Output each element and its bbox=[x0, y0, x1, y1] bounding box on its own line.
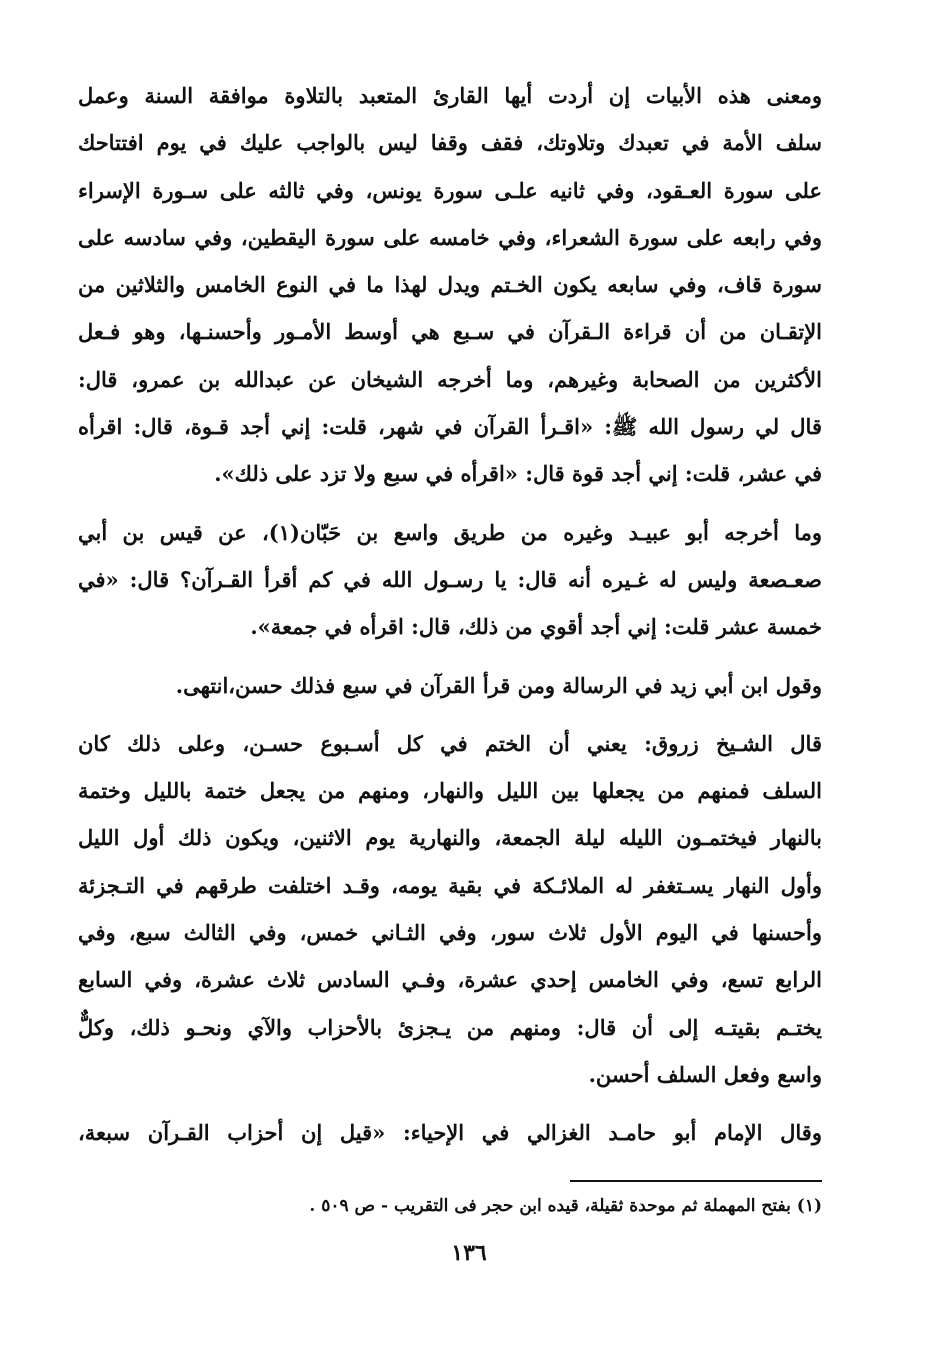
footnote-rule bbox=[570, 1180, 822, 1182]
paragraph-gap bbox=[78, 651, 822, 662]
text-line: الرابع تسع، وفي الخامس إحدي عشرة، وفـي السادس ثلاث عشرة، وفي السابع bbox=[78, 967, 822, 993]
footnote: (١) بفتح المهملة ثم موحدة ثقيلة، قيده ابن حجر فى التقريب - ص ٥٠٩ . bbox=[309, 1196, 822, 1216]
text-line: سلف الأمة في تعبدك وتلاوتك، فقف وقفا ليس بالواجب عليك في يوم افتتاحك bbox=[78, 130, 822, 156]
text-line: وقول ابن أبي زيد في الرسالة ومن قرأ القرآن في سبع فذلك حسن،انتهى. bbox=[175, 672, 822, 698]
text-line: وأول النهار يسـتغفر له الملائـكة في بقية يومه، وقـد اختلفت طرقهم في التـجزئة bbox=[78, 872, 822, 898]
text-line: خمسة عشر قلت: إني أجد أقوي من ذلك، قال: اقرأه في جمعة». bbox=[250, 614, 822, 640]
text-line: وأحسنها في اليوم الأول ثلاث سور، وفي الثـاني خمس، وفي الثالث سبع، وفي bbox=[78, 920, 822, 946]
text-line: قال لي رسول الله ﷺ: «اقـرأ القرآن في شهر، قلت: إني أجد قـوة، قال: اقرأه bbox=[78, 414, 822, 440]
page-number: ١٣٦ bbox=[451, 1240, 487, 1266]
paragraph-gap bbox=[78, 709, 822, 720]
paragraph-4 bbox=[78, 720, 822, 1098]
text-line: وقال الإمام أبو حامـد الغزالي في الإحياء: «قيل إن أحزاب القـرآن سبعة، bbox=[78, 1120, 822, 1146]
text-line: سورة قاف، وفي سابعه يكون الخـتم ويدل لهذا ما في النوع الخامس والثلاثين من bbox=[78, 272, 822, 298]
text-line: قال الشـيخ زروق: يعني أن الختم في كل أسـبوع حسـن، وعلى ذلك كان bbox=[78, 730, 822, 756]
paragraph-5 bbox=[78, 1109, 822, 1156]
text-line: وما أخرجه أبو عبيـد وغيره من طريق واسع بن حَبّان(١)، عن قيس بن أبي bbox=[78, 519, 822, 545]
text-line: صعـصعة وليس له غـيره أنه قال: يا رسـول الله في كم أقرأ القـرآن؟ قال: «في bbox=[78, 566, 822, 592]
text-line: ومعنى هذه الأبيات إن أردت أيها القارئ المتعبد بالتلاوة موافقة السنة وعمل bbox=[78, 83, 822, 108]
paragraph-2 bbox=[78, 509, 822, 651]
text-line: الإتقـان من أن قراءة الـقرآن في سـبع هي أوسط الأمـور وأحسنـها، وهو فـعل bbox=[78, 319, 822, 345]
paragraph-3 bbox=[78, 662, 822, 709]
paragraph-gap bbox=[78, 1098, 822, 1109]
paragraph-gap bbox=[78, 498, 822, 509]
text-line: في عشر، قلت: إني أجد قوة قال: «اقرأه في سبع ولا تزد على ذلك». bbox=[214, 461, 822, 487]
text-line: الأكثرين من الصحابة وغيرهم، وما أخرجه الشيخان عن عبدالله بن عمرو، قال: bbox=[78, 366, 822, 392]
text-line: يختـم بقيتـه إلى أن قال: ومنهم من يـجزئ بالأحزاب والآي ونحـو ذلك، وكلٌّ bbox=[78, 1014, 822, 1040]
text-line: وفي رابعه على سورة الشعراء، وفي خامسه على سورة اليقطين، وفي سادسه على bbox=[78, 224, 822, 250]
text-line: واسع وفعل السلف أحسن. bbox=[588, 1061, 822, 1087]
body-text bbox=[78, 72, 822, 1157]
text-line: بالنهار فيختمـون الليله ليلة الجمعة، والنهارية يوم الاثنين، ويكون ذلك أول الليل bbox=[78, 825, 822, 851]
text-line: السلف فمنهم من يجعلها بين الليل والنهار، ومنهم من يجعل ختمة بالليل وختمة bbox=[78, 778, 822, 804]
paragraph-1 bbox=[78, 72, 822, 498]
text-line: على سورة العـقود، وفي ثانيه علـى سورة يونس، وفي ثالثه على سـورة الإسراء bbox=[78, 177, 822, 203]
